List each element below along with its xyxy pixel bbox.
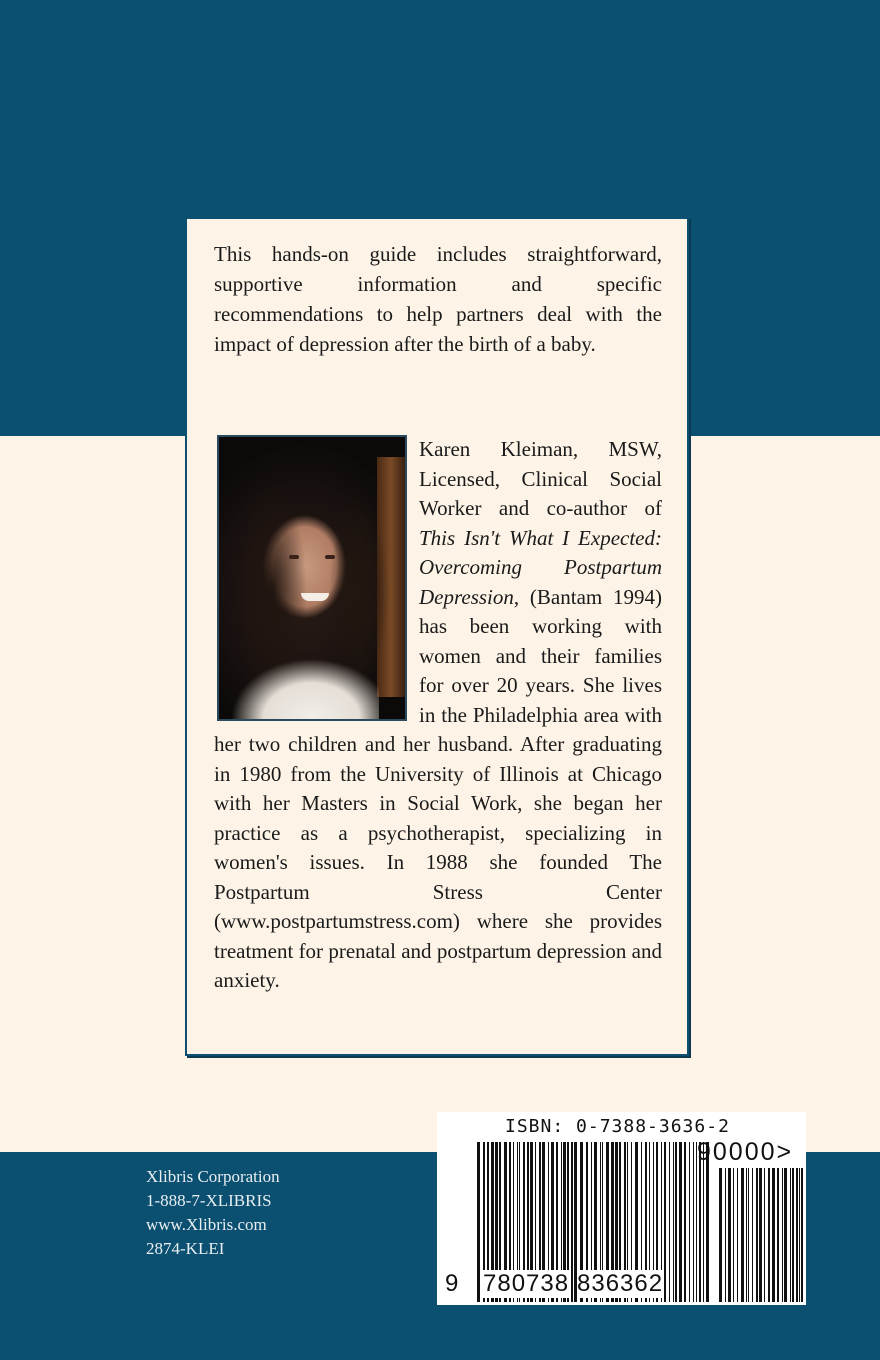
author-photo [217, 435, 407, 721]
isbn-barcode [437, 1112, 806, 1305]
barcode-bar [792, 1168, 794, 1302]
barcode-bar [571, 1142, 573, 1302]
bio-text-rest: , (Bantam 1994) has been working with women and their families for over 20 years. She lives in the Philadelphia area with her two children and her husband. After graduating in 1980 from the University of Illinois at Chicago with her Masters in Social Work, she began her practice as a psychotherapist, specializing in women's issues. In 1988 she founded The Postpartum Stress Center (www.postpartumstress.com) where she provides treatment for prenatal and postpartum depression and anxiety. [214, 584, 662, 992]
addon-barcode-bars [719, 1168, 803, 1302]
isbn-label: ISBN: 0-7388-3636-2 [505, 1116, 730, 1137]
barcode-bar [748, 1168, 749, 1302]
barcode-bar [759, 1168, 762, 1302]
barcode-bar [799, 1168, 800, 1302]
intro-paragraph: This hands-on guide includes straightforward, supportive information and specific recommendations to help partners deal with the impact of depression after the birth of a baby. [214, 242, 662, 356]
price-addon-digits: 90000> [697, 1138, 794, 1166]
barcode-bar [756, 1168, 758, 1302]
publisher-website: www.Xlibris.com [146, 1215, 267, 1234]
publisher-name: Xlibris Corporation [146, 1167, 280, 1186]
barcode-bar [693, 1142, 694, 1302]
barcode-bar [790, 1168, 791, 1302]
barcode-bar [679, 1142, 682, 1302]
barcode-bar [664, 1142, 666, 1302]
barcode-bar [796, 1168, 798, 1302]
barcode-bar [673, 1142, 674, 1302]
ean-first-digit: 9 [445, 1270, 459, 1297]
publisher-phone: 1-888-7-XLIBRIS [146, 1191, 272, 1210]
publisher-code: 2874-KLEI [146, 1239, 225, 1258]
barcode-bar [684, 1142, 686, 1302]
barcode-bar [477, 1142, 480, 1302]
barcode-bar [733, 1168, 734, 1302]
publisher-info [146, 1165, 280, 1261]
ean-digit-group-2: 836362 [577, 1270, 664, 1297]
barcode-bar [777, 1168, 779, 1302]
description-panel [185, 217, 689, 1056]
book-title: This Isn't What I Expected: Overcoming Postpartum Depression [419, 525, 662, 609]
barcode-bar [801, 1168, 803, 1302]
barcode-bar [784, 1168, 787, 1302]
barcode-bar [746, 1168, 747, 1302]
barcode-bar [669, 1142, 670, 1302]
barcode-bar [752, 1168, 753, 1302]
author-bio [214, 435, 662, 996]
barcode-bar [675, 1142, 677, 1302]
barcode-bar [689, 1142, 690, 1302]
barcode-bar [782, 1168, 783, 1302]
barcode-bar [741, 1168, 744, 1302]
bio-text-start: Karen Kleiman, MSW, Licensed, Clinical Social Worker and co-author of [419, 437, 662, 520]
barcode-bar [768, 1168, 770, 1302]
barcode-bar [772, 1168, 775, 1302]
ean-digit-group-1: 780738 [483, 1270, 570, 1297]
barcode-bar [764, 1168, 765, 1302]
barcode-bar [725, 1168, 726, 1302]
barcode-bar [719, 1168, 722, 1302]
barcode-bar [728, 1168, 731, 1302]
barcode-bar [737, 1168, 738, 1302]
